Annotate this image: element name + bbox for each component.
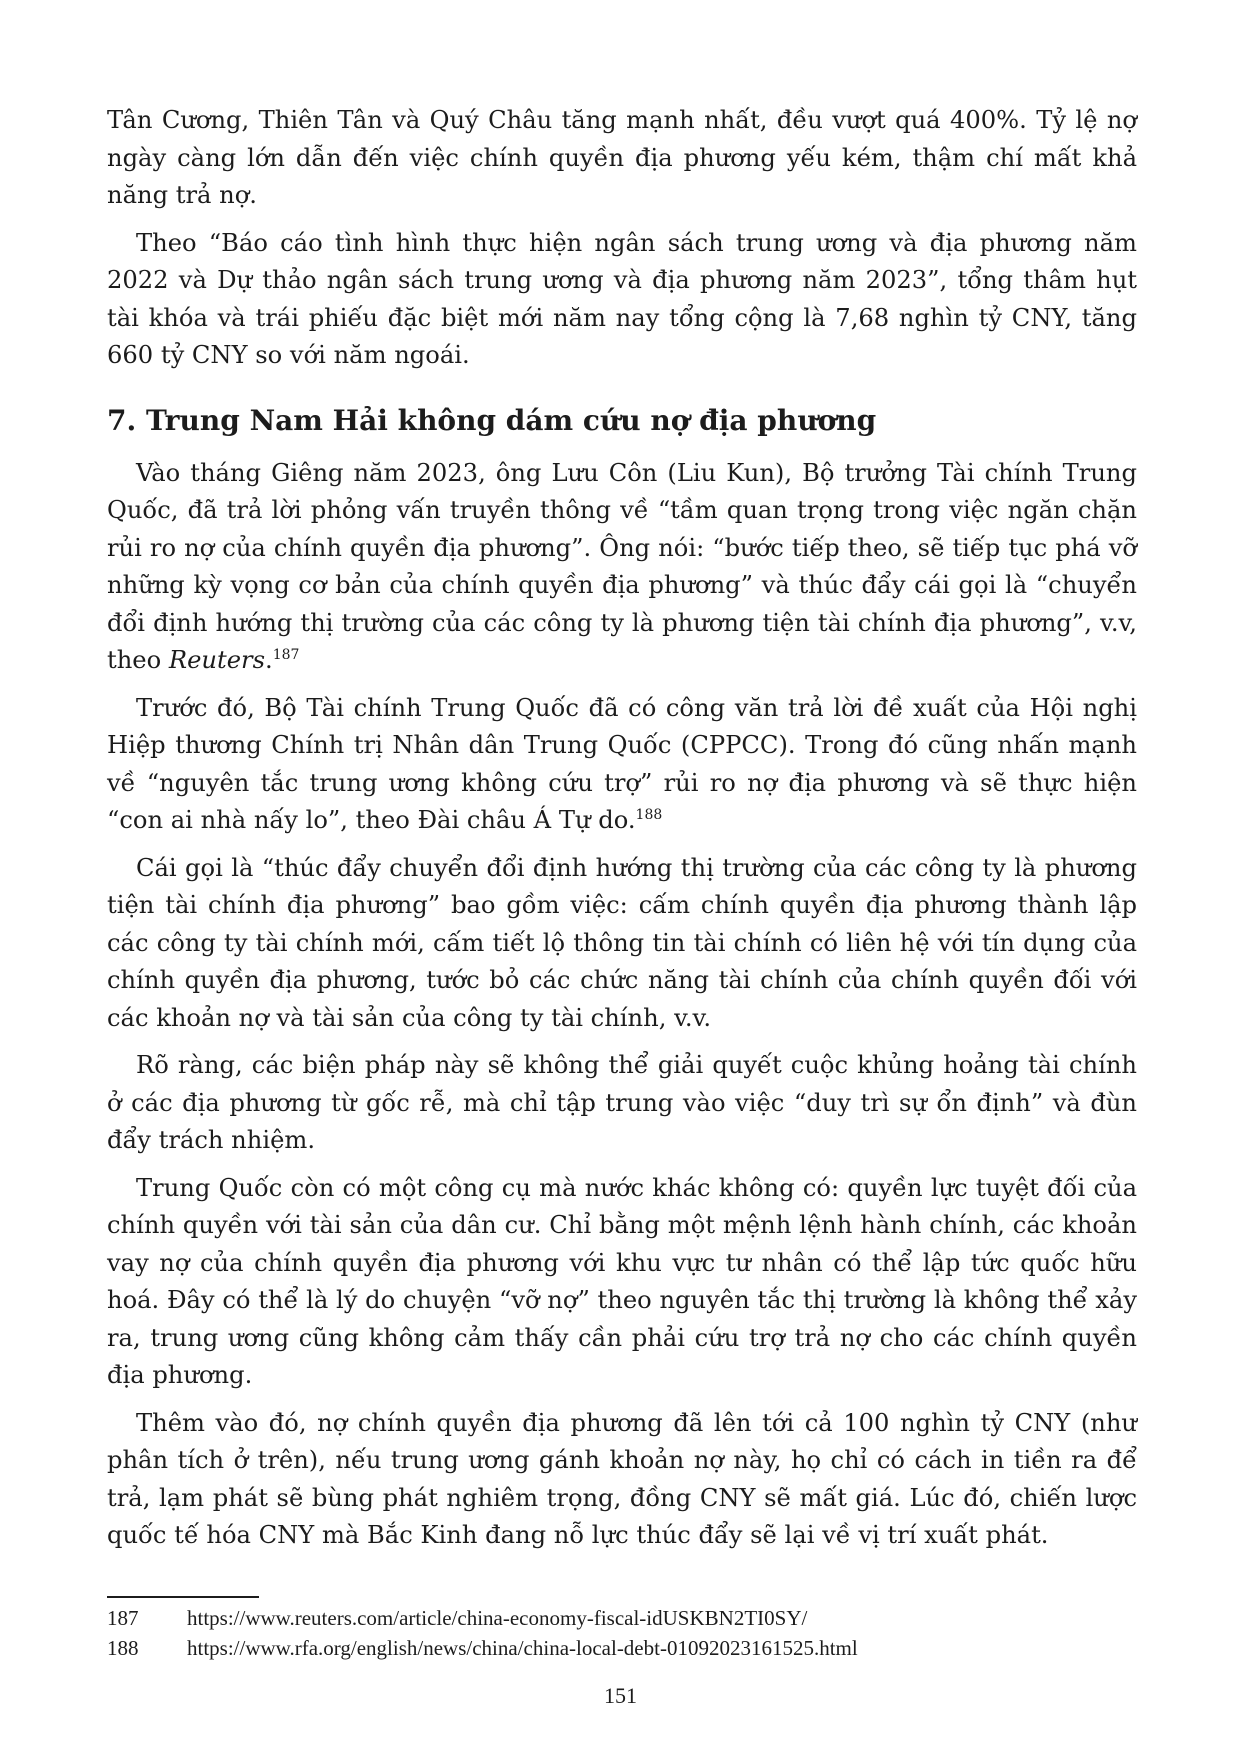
paragraph-5: Cái gọi là “thúc đẩy chuyển đổi định hướng thị trường của các công ty là phương tiện tài chính địa phương” bao gồm việc: cấm chính quyền địa phương thành lập các công ty tài chính mới, cấm tiết lộ thông tin tài chính có liên hệ với tín dụng của chính quyền địa phương, tước bỏ các chức năng tài chính của chính quyền đối với các khoản nợ và tài sản của công ty tài chính, v.v. bbox=[107, 853, 1137, 1032]
paragraph-3-end: . bbox=[265, 646, 273, 674]
footnote-188 bbox=[107, 1633, 1137, 1663]
paragraph-8: Thêm vào đó, nợ chính quyền địa phương đã lên tới cả 100 nghìn tỷ CNY (như phân tích ở trên), nếu trung ương gánh khoản nợ này, họ chỉ có cách in tiền ra để trả, lạm phát sẽ bùng phát nghiêm trọng, đồng CNY sẽ mất giá. Lúc đó, chiến lược quốc tế hóa CNY mà Bắc Kinh đang nỗ lực thúc đẩy sẽ lại về vị trí xuất phát. bbox=[107, 1408, 1137, 1549]
paragraph-4-text: Trước đó, Bộ Tài chính Trung Quốc đã có công văn trả lời đề xuất của Hội nghị Hiệp thương Chính trị Nhân dân Trung Quốc (CPPCC). Trong đó cũng nhấn mạnh về “nguyên tắc trung ương không cứu trợ” rủi ro nợ địa phương và sẽ thực hiện “con ai nhà nấy lo”, theo Đài châu Á Tự do. bbox=[107, 693, 1137, 834]
paragraph-4 bbox=[107, 690, 1137, 840]
paragraph-1: Tân Cương, Thiên Tân và Quý Châu tăng mạnh nhất, đều vượt quá 400%. Tỷ lệ nợ ngày càng lớn dẫn đến việc chính quyền địa phương yếu kém, thậm chí mất khả năng trả nợ. bbox=[107, 106, 1137, 209]
source-reuters: Reuters bbox=[168, 646, 265, 674]
footnote-link[interactable]: https://www.reuters.com/article/china-economy-fiscal-idUSKBN2TI0SY/ bbox=[187, 1606, 808, 1630]
section-heading: 7. Trung Nam Hải không dám cứu nợ địa phương bbox=[107, 403, 877, 437]
paragraph-7: Trung Quốc còn có một công cụ mà nước khác không có: quyền lực tuyệt đối của chính quyền với tài sản của dân cư. Chỉ bằng một mệnh lệnh hành chính, các khoản vay nợ của chính quyền địa phương với khu vực tư nhân có thể lập tức quốc hữu hoá. Đây có thể là lý do chuyện “vỡ nợ” theo nguyên tắc thị trường là không thể xảy ra, trung ương cũng không cảm thấy cần phải cứu trợ trả nợ cho các chính quyền địa phương. bbox=[107, 1173, 1137, 1389]
page-number: 151 bbox=[604, 1683, 637, 1708]
footnotes bbox=[107, 1603, 1137, 1663]
footnote-link[interactable]: https://www.rfa.org/english/news/china/china-local-debt-01092023161525.html bbox=[187, 1636, 858, 1660]
paragraph-3-text: Vào tháng Giêng năm 2023, ông Lưu Côn (Liu Kun), Bộ trưởng Tài chính Trung Quốc, đã trả lời phỏng vấn truyền thông về “tầm quan trọng trong việc ngăn chặn rủi ro nợ của chính quyền địa phương”. Ông nói: “bước tiếp theo, sẽ tiếp tục phá vỡ những kỳ vọng cơ bản của chính quyền địa phương” và thúc đẩy cái gọi là “chuyển đổi định hướng thị trường của các công ty là phương tiện tài chính địa phương”, v.v, theo bbox=[107, 458, 1137, 674]
body-text bbox=[107, 102, 1137, 1565]
footnote-divider bbox=[107, 1596, 259, 1598]
footnote-number: 188 bbox=[107, 1636, 139, 1660]
paragraph-2: Theo “Báo cáo tình hình thực hiện ngân sách trung ương và địa phương năm 2022 và Dự thảo ngân sách trung ương và địa phương năm 2023”, tổng thâm hụt tài khóa và trái phiếu đặc biệt mới năm nay tổng cộng là 7,68 nghìn tỷ CNY, tăng 660 tỷ CNY so với năm ngoái. bbox=[107, 228, 1137, 369]
footnote-ref-188[interactable]: 188 bbox=[635, 807, 663, 823]
footnote-187 bbox=[107, 1603, 1137, 1633]
paragraph-6: Rõ ràng, các biện pháp này sẽ không thể giải quyết cuộc khủng hoảng tài chính ở các địa phương từ gốc rễ, mà chỉ tập trung vào việc “duy trì sự ổn định” và đùn đẩy trách nhiệm. bbox=[107, 1051, 1137, 1154]
paragraph-3 bbox=[107, 455, 1137, 680]
footnote-ref-187[interactable]: 187 bbox=[272, 647, 300, 663]
footnote-number: 187 bbox=[107, 1606, 139, 1630]
